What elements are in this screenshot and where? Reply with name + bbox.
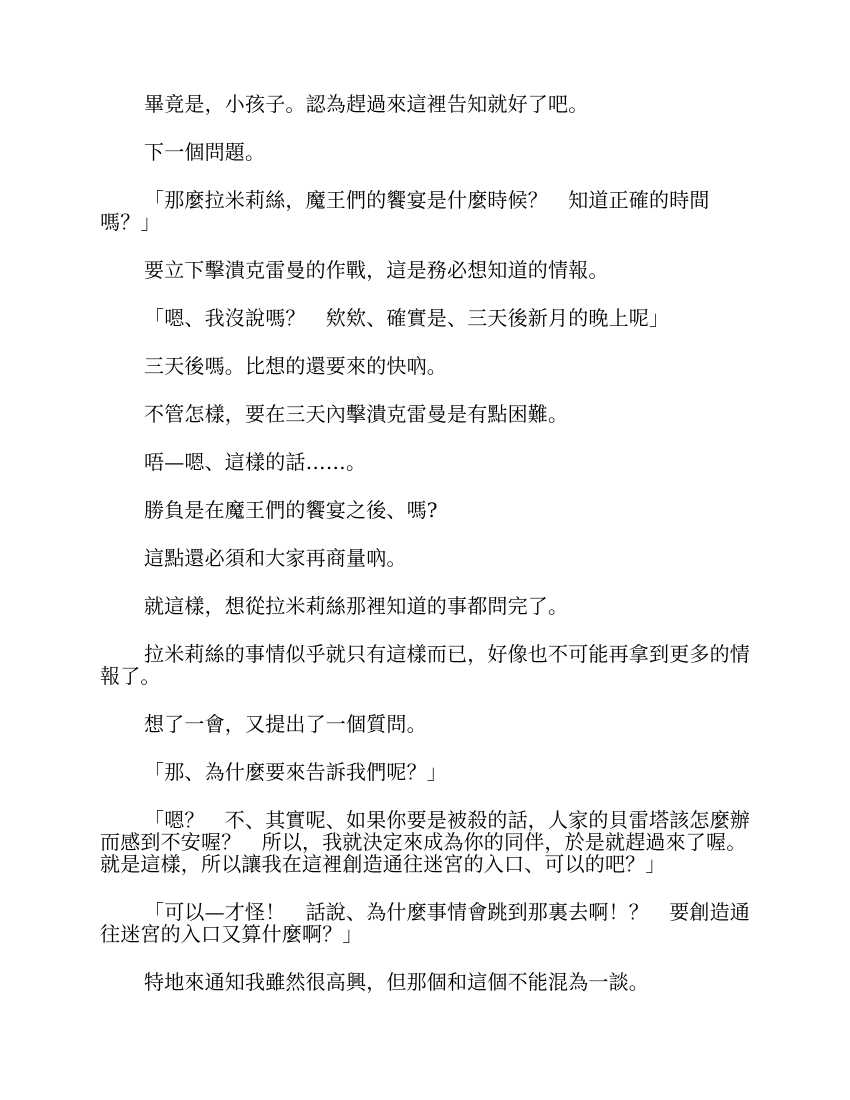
paragraph: 「那麼拉米莉絲，魔王們的饗宴是什麼時候？ 知道正確的時間嗎？」 (100, 188, 710, 234)
paragraph: 三天後嗎。比想的還要來的快吶。 (144, 354, 447, 378)
paragraph: 想了一會，又提出了一個質問。 (144, 712, 427, 736)
paragraph: 這點還必須和大家再商量吶。 (144, 546, 407, 570)
paragraph: 特地來通知我雖然很高興，但那個和這個不能混為一談。 (144, 970, 649, 994)
paragraph: 下一個問題。 (144, 140, 266, 164)
paragraph: 「可以—才怪！ 話說、為什麼事情會跳到那裏去啊！？ 要創造通往迷宮的入口又算什麼啊？」 (100, 900, 750, 946)
paragraph: 拉米莉絲的事情似乎就只有這樣而已，好像也不可能再拿到更多的情報了。 (100, 642, 750, 688)
paragraph: 「嗯？ 不、其實呢、如果你要是被殺的話，人家的貝雷塔該怎麼辦而感到不安喔？ 所以，我就決定來成為你的同伴，於是就趕過來了喔。 就是這樣，所以讓我在這裡創造通往迷宮的入口、可以的吧？」 (100, 808, 757, 876)
paragraph: 唔—嗯、這樣的話……。 (144, 450, 367, 474)
paragraph: 「那、為什麼要來告訴我們呢？」 (144, 760, 447, 784)
paragraph: 「嗯、我沒說嗎？ 欸欸、確實是、三天後新月的晚上呢」 (144, 306, 670, 330)
paragraph: 勝負是在魔王們的饗宴之後、嗎? (144, 498, 438, 522)
paragraph: 畢竟是，小孩子。認為趕過來這裡告知就好了吧。 (144, 92, 589, 116)
text-body (100, 92, 757, 1019)
paragraph: 不管怎樣，要在三天內擊潰克雷曼是有點困難。 (144, 402, 569, 426)
paragraph: 要立下擊潰克雷曼的作戰，這是務必想知道的情報。 (144, 258, 609, 282)
paragraph: 就這樣，想從拉米莉絲那裡知道的事都問完了。 (144, 594, 569, 618)
